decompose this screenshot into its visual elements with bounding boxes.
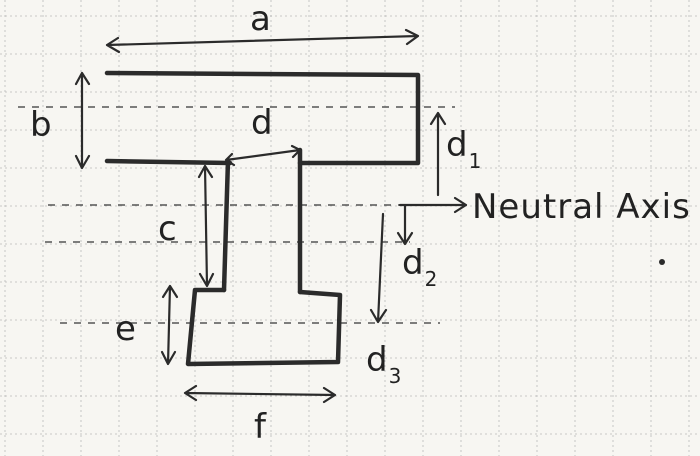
stem-top-arrow <box>226 146 300 165</box>
label-d2: d2 <box>402 243 438 291</box>
label-d3: d3 <box>366 340 402 388</box>
dimension-e-arrow <box>162 286 177 364</box>
label-b: b <box>30 105 52 145</box>
label-d: d <box>251 103 273 143</box>
label-neutral-axis: Neutral Axis <box>472 187 691 227</box>
dimension-c-arrow <box>199 166 213 286</box>
label-c: c <box>158 209 177 249</box>
bottom-block-rectangle <box>188 290 340 364</box>
label-e: e <box>115 309 136 349</box>
label-f: f <box>254 407 266 447</box>
label-a: a <box>250 0 271 39</box>
dimension-b-arrow <box>76 73 89 168</box>
web-stem <box>224 150 300 292</box>
dimension-d2-arrow <box>398 206 412 244</box>
neutral-axis-arrow <box>400 198 466 212</box>
dimension-f-arrow <box>185 386 335 402</box>
stray-ink-dot <box>659 259 665 265</box>
dimension-d1-arrow <box>431 113 445 195</box>
dimension-d3-arrow <box>371 214 386 322</box>
label-d1: d1 <box>446 125 482 173</box>
